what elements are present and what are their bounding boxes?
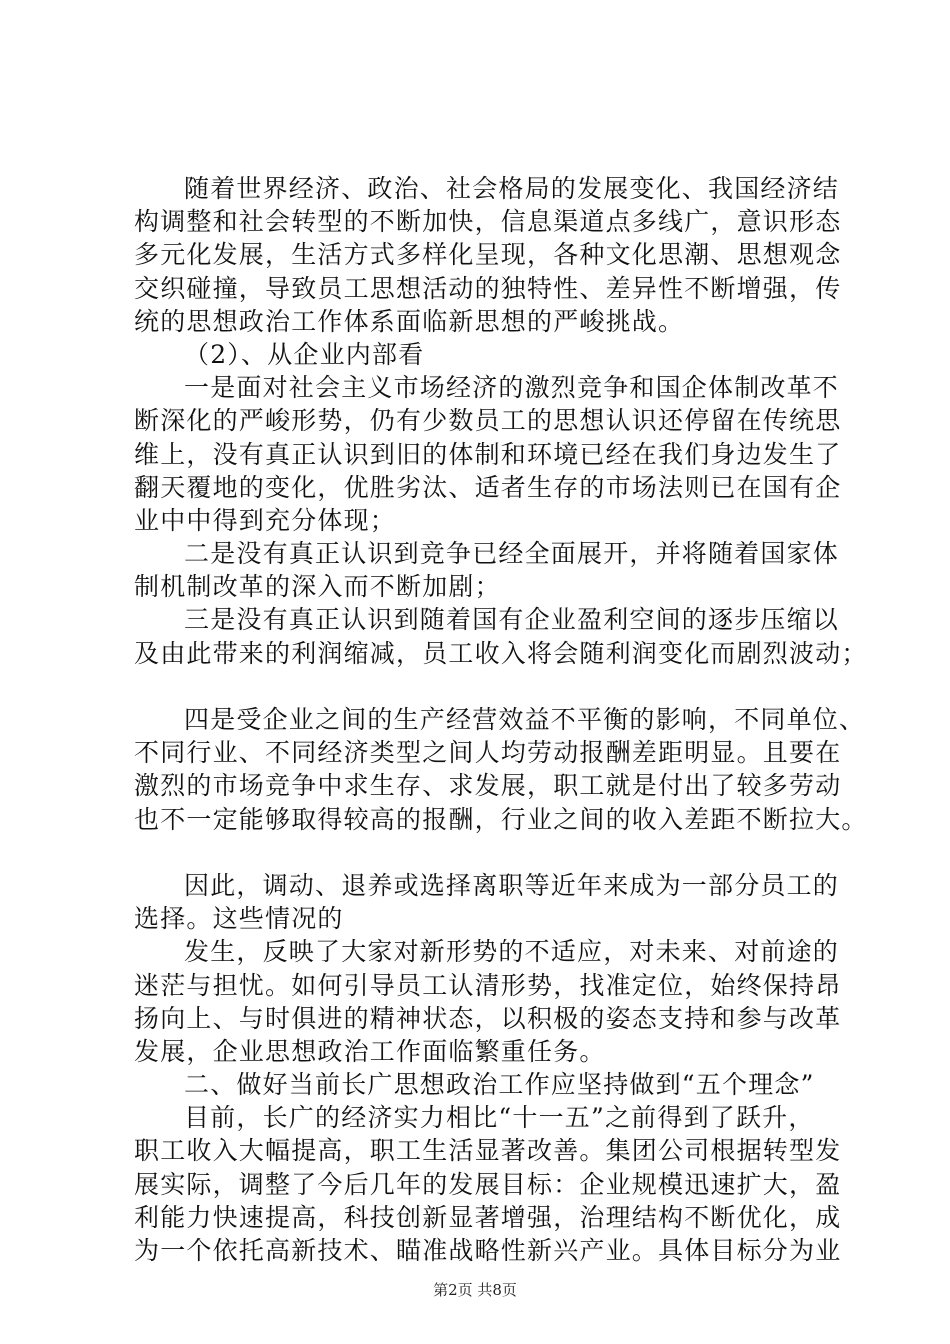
text-line: 四是受企业之间的生产经营效益不平衡的影响，不同单位、 [184, 705, 866, 734]
text-line: 目前，长广的经济实力相比“十一五”之前得到了跃升， [184, 1103, 815, 1133]
text-line: 选择。这些情况的 [134, 904, 344, 934]
text-line: 维上，没有真正认识到旧的体制和环境已经在我们身边发生了 [134, 439, 842, 469]
text-line: （2）、从企业内部看 [184, 339, 425, 369]
body-text [134, 172, 868, 1267]
text-line: 多元化发展，生活方式多样化呈现，各种文化思潮、思想观念 [134, 240, 842, 270]
blank-line [134, 670, 834, 703]
text-line: 发展，企业思想政治工作面临繁重任务。 [134, 1036, 606, 1066]
text-line: 一是面对社会主义市场经济的激烈竞争和国企体制改革不 [184, 373, 840, 403]
text-line: 不同行业、不同经济类型之间人均劳动报酬差距明显。且要在 [134, 738, 842, 768]
text-line: 制机制改革的深入而不断加剧； [134, 572, 501, 602]
text-line: 及由此带来的利润缩减，员工收入将会随利润变化而剧烈波动； [134, 638, 868, 668]
text-line: 职工收入大幅提高，职工生活显著改善。集团公司根据转型发 [134, 1136, 842, 1166]
page-footer: 第2页 共8页 [433, 1281, 517, 1299]
text-line: 翻天覆地的变化，优胜劣汰、适者生存的市场法则已在国有企 [134, 472, 842, 502]
text-line: 三是没有真正认识到随着国有企业盈利空间的逐步压缩以 [184, 605, 840, 635]
text-line: 断深化的严峻形势，仍有少数员工的思想认识还停留在传统思 [134, 406, 842, 436]
text-line: 统的思想政治工作体系面临新思想的严峻挑战。 [134, 306, 685, 336]
text-line: 业中中得到充分体现； [134, 505, 397, 535]
text-line: 因此，调动、退养或选择离职等近年来成为一部分员工的 [184, 870, 840, 900]
text-line: 构调整和社会转型的不断加快，信息渠道点多线广，意识形态 [134, 207, 842, 237]
blank-line [134, 836, 834, 869]
text-line: 交织碰撞，导致员工思想活动的独特性、差异性不断增强，传 [134, 273, 842, 303]
text-line: 迷茫与担忧。如何引导员工认清形势，找准定位，始终保持昂 [134, 970, 842, 1000]
text-line: 展实际，调整了今后几年的发展目标：企业规模迅速扩大，盈 [134, 1169, 842, 1199]
text-line: 二、做好当前长广思想政治工作应坚持做到“五个理念” [184, 1070, 815, 1100]
text-line: 随着世界经济、政治、社会格局的发展变化、我国经济结 [184, 174, 840, 203]
text-line: 扬向上、与时俱进的精神状态，以积极的姿态支持和参与改革 [134, 1003, 842, 1033]
text-line: 二是没有真正认识到竞争已经全面展开，并将随着国家体 [184, 539, 840, 569]
text-line: 利能力快速提高，科技创新显著增强，治理结构不断优化，成 [134, 1202, 842, 1232]
text-line: 激烈的市场竞争中求生存、求发展，职工就是付出了较多劳动 [134, 771, 842, 801]
text-line: 发生，反映了大家对新形势的不适应，对未来、对前途的 [184, 937, 840, 967]
text-line: 也不一定能够取得较高的报酬，行业之间的收入差距不断拉大。 [134, 804, 868, 834]
text-line: 为一个依托高新技术、瞄准战略性新兴产业。具体目标分为业 [134, 1236, 842, 1265]
